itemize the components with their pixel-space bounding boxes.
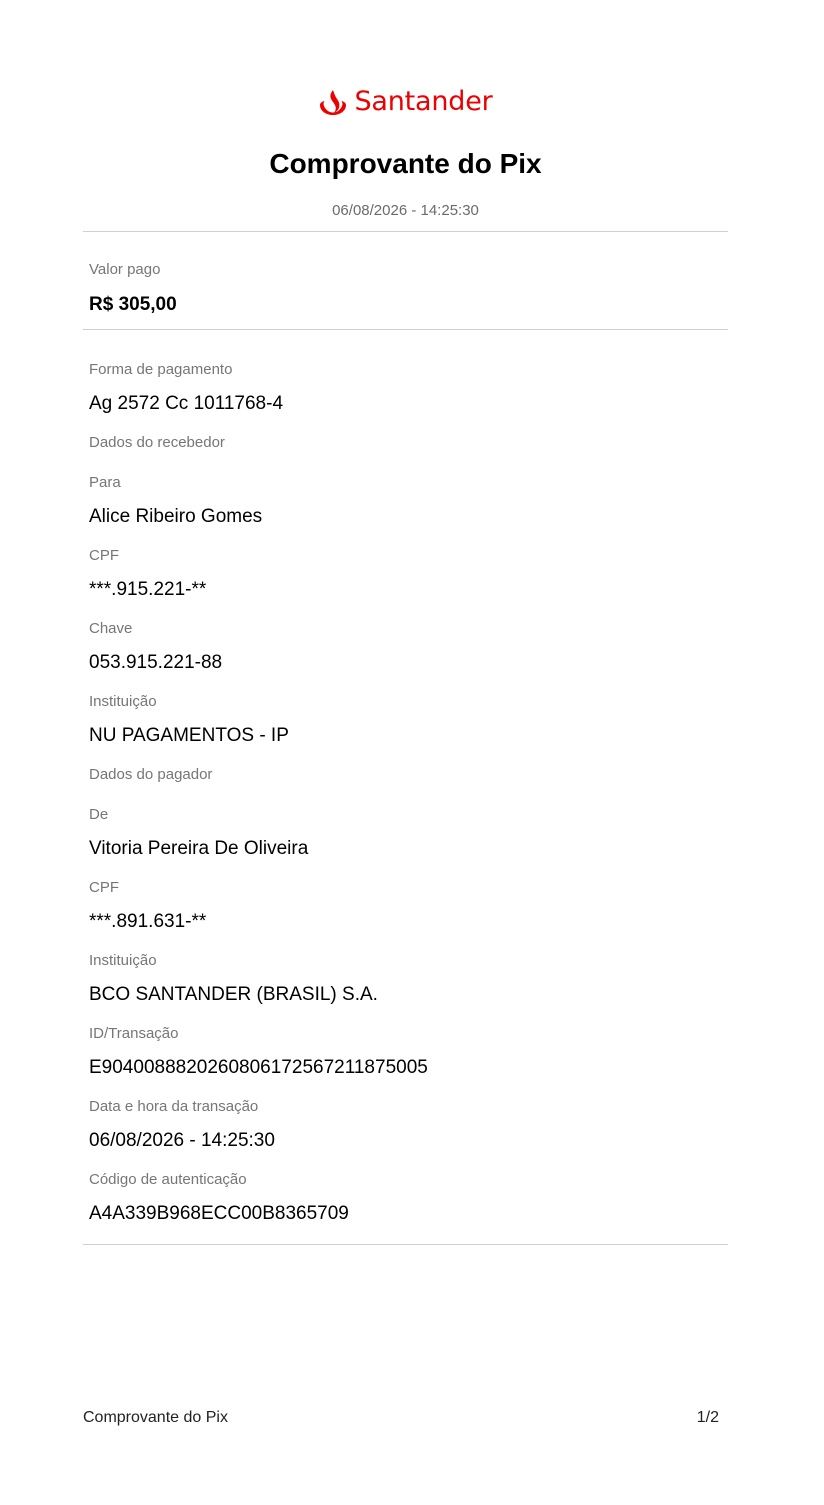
footer-title: Comprovante do Pix [83, 1409, 228, 1426]
receiver-to-label: Para [89, 474, 121, 491]
brand-name: Santander [354, 86, 493, 117]
amount-value: R$ 305,00 [89, 294, 177, 315]
receiver-key-label: Chave [89, 620, 133, 637]
payer-section-heading: Dados do pagador [89, 766, 213, 783]
page-title: Comprovante do Pix [269, 148, 542, 179]
auth-code: A4A339B968ECC00B8365709 [89, 1203, 349, 1224]
transaction-datetime-label: Data e hora da transação [89, 1098, 259, 1115]
santander-flame-icon [318, 88, 348, 116]
payment-method-label: Forma de pagamento [89, 361, 233, 378]
transaction-id-label: ID/Transação [89, 1025, 179, 1042]
auth-code-label: Código de autenticação [89, 1171, 247, 1188]
receiver-institution-label: Instituição [89, 693, 157, 710]
divider [83, 329, 728, 330]
payment-method-value: Ag 2572 Cc 1011768-4 [89, 393, 284, 414]
receiver-institution: NU PAGAMENTOS - IP [89, 725, 289, 746]
divider [83, 1244, 728, 1245]
receipt-datetime: 06/08/2026 - 14:25:30 [332, 202, 479, 219]
payer-cpf-label: CPF [89, 879, 119, 896]
transaction-id: E90400888202608061725672118750​05 [89, 1057, 428, 1078]
page-number: 1/2 [696, 1409, 719, 1426]
transaction-datetime: 06/08/2026 - 14:25:30 [89, 1130, 275, 1151]
receiver-cpf-label: CPF [89, 547, 119, 564]
receipt-page [83, 0, 728, 1505]
santander-logo [83, 86, 728, 117]
receiver-name: Alice Ribeiro Gomes [89, 506, 263, 527]
payer-from-label: De [89, 806, 109, 823]
receiver-key: 053.915.221-88 [89, 652, 223, 673]
divider [83, 231, 728, 232]
payer-name: Vitoria Pereira De Oliveira [89, 838, 309, 859]
payer-cpf: ***.891.631-** [89, 911, 207, 932]
payer-institution: BCO SANTANDER (BRASIL) S.A. [89, 984, 378, 1005]
receiver-section-heading: Dados do recebedor [89, 434, 225, 451]
receiver-cpf: ***.915.221-** [89, 579, 207, 600]
amount-label: Valor pago [89, 261, 161, 278]
payer-institution-label: Instituição [89, 952, 157, 969]
